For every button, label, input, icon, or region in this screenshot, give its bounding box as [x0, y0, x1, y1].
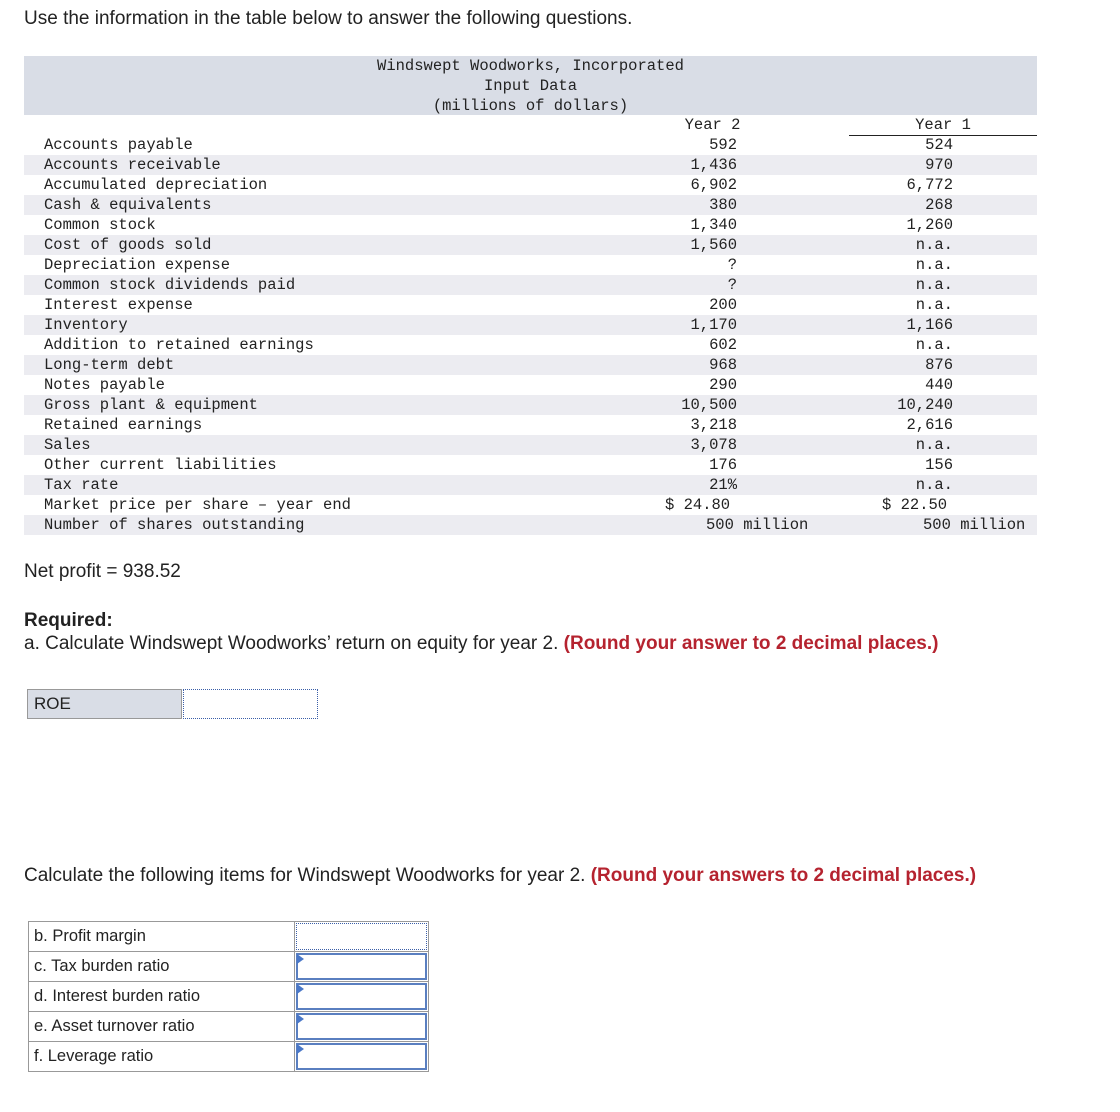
table-row	[24, 255, 1037, 275]
input-marker-icon	[297, 1044, 304, 1054]
year2-value: ?	[727, 256, 737, 274]
table-row	[24, 435, 1037, 455]
year1-value: $ 22.50	[882, 496, 948, 514]
profit-margin-label: b. Profit margin	[29, 922, 295, 952]
input-box	[296, 1013, 427, 1040]
row-label: Sales	[44, 436, 91, 454]
input-box	[296, 983, 427, 1010]
row-label: Accounts receivable	[44, 156, 221, 174]
row-label: Accounts payable	[44, 136, 193, 154]
table-row	[24, 355, 1037, 375]
table-row	[24, 455, 1037, 475]
row-label: Inventory	[44, 316, 128, 334]
year2-value: 176	[709, 456, 737, 474]
year1-value: 876	[925, 356, 953, 374]
leverage-ratio-input[interactable]	[295, 1042, 429, 1072]
row-label: Cost of goods sold	[44, 236, 212, 254]
table-row	[24, 215, 1037, 235]
row-label: Number of shares outstanding	[44, 516, 305, 534]
calculate-rounding-note: (Round your answers to 2 decimal places.)	[590, 865, 977, 886]
year1-value: 10,240	[897, 396, 953, 414]
year2-value: 3,078	[690, 436, 737, 454]
row-label: Depreciation expense	[44, 256, 231, 274]
year1-value: n.a.	[915, 336, 953, 354]
year2-value: 592	[709, 136, 737, 154]
year2-value: 10,500	[681, 396, 737, 414]
year2-value: ?	[727, 276, 737, 294]
table-row	[24, 395, 1037, 415]
input-marker-icon	[297, 954, 304, 964]
table-header-band	[24, 56, 1037, 115]
row-label: Cash & equivalents	[44, 196, 212, 214]
year2-value: 3,218	[690, 416, 737, 434]
instructions-text: Use the information in the table below to answer the following questions.	[24, 8, 633, 29]
year2-value: 500 million	[706, 516, 809, 534]
year2-value: 1,560	[690, 236, 737, 254]
year2-header: Year 2	[684, 116, 741, 134]
input-box	[296, 923, 427, 950]
ratio-row	[29, 1042, 429, 1072]
roe-input[interactable]	[183, 689, 318, 719]
year1-value: n.a.	[915, 436, 953, 454]
input-box	[296, 953, 427, 980]
year2-value: 200	[709, 296, 737, 314]
year1-value: n.a.	[915, 476, 953, 494]
tax-burden-ratio-label: c. Tax burden ratio	[29, 952, 295, 982]
row-label: Other current liabilities	[44, 456, 277, 474]
year2-value: 1,436	[690, 156, 737, 174]
calculate-text: Calculate the following items for Windswept Woodworks for year 2.	[24, 865, 586, 886]
year1-value: 268	[925, 196, 953, 214]
table-row	[24, 335, 1037, 355]
year1-value: n.a.	[915, 236, 953, 254]
asset-turnover-ratio-label: e. Asset turnover ratio	[29, 1012, 295, 1042]
input-box	[296, 1043, 427, 1070]
row-label: Retained earnings	[44, 416, 203, 434]
row-label: Common stock	[44, 216, 156, 234]
year1-value: 156	[925, 456, 953, 474]
year1-value: 1,260	[906, 216, 953, 234]
leverage-ratio-label: f. Leverage ratio	[29, 1042, 295, 1072]
row-label: Market price per share – year end	[44, 496, 351, 514]
calculate-instructions	[24, 865, 976, 887]
row-label: Common stock dividends paid	[44, 276, 296, 294]
year1-header: Year 1	[849, 115, 1037, 136]
table-row	[24, 375, 1037, 395]
roe-label: ROE	[27, 689, 182, 719]
year1-value: 524	[925, 136, 953, 154]
year1-value: n.a.	[915, 296, 953, 314]
year1-value: n.a.	[915, 256, 953, 274]
table-row	[24, 155, 1037, 175]
ratio-row	[29, 952, 429, 982]
table-title-subtitle: Input Data	[483, 77, 577, 95]
table-body	[24, 135, 1037, 535]
input-marker-icon	[297, 984, 304, 994]
year2-value: 1,340	[690, 216, 737, 234]
year2-value: 290	[709, 376, 737, 394]
ratio-row	[29, 1012, 429, 1042]
year1-value: 500 million	[923, 516, 1026, 534]
year1-value: 440	[925, 376, 953, 394]
year2-value: 1,170	[690, 316, 737, 334]
interest-burden-ratio-input[interactable]	[295, 982, 429, 1012]
question-a	[24, 633, 938, 655]
question-a-rounding-note: (Round your answer to 2 decimal places.)	[563, 633, 939, 654]
tax-burden-ratio-input[interactable]	[295, 952, 429, 982]
required-heading: Required:	[24, 610, 113, 631]
ratio-answer-table	[28, 921, 429, 1072]
table-row	[24, 235, 1037, 255]
table-title-units: (millions of dollars)	[432, 97, 629, 115]
question-a-text: a. Calculate Windswept Woodworks’ return on equity for year 2.	[24, 633, 559, 654]
year2-value: 380	[709, 196, 737, 214]
row-label: Notes payable	[44, 376, 165, 394]
year-header-row	[24, 115, 1037, 135]
year1-value: 970	[925, 156, 953, 174]
table-row	[24, 175, 1037, 195]
year1-value: 6,772	[906, 176, 953, 194]
row-label: Addition to retained earnings	[44, 336, 314, 354]
year2-value: $ 24.80	[665, 496, 731, 514]
asset-turnover-ratio-input[interactable]	[295, 1012, 429, 1042]
row-label: Interest expense	[44, 296, 193, 314]
ratio-row	[29, 982, 429, 1012]
row-label: Gross plant & equipment	[44, 396, 258, 414]
table-row	[24, 515, 1037, 535]
table-row	[24, 475, 1037, 495]
table-row	[24, 415, 1037, 435]
year1-value: 1,166	[906, 316, 953, 334]
year2-value: 6,902	[690, 176, 737, 194]
ratio-row	[29, 922, 429, 952]
year2-value: 968	[709, 356, 737, 374]
row-label: Tax rate	[44, 476, 119, 494]
table-row	[24, 295, 1037, 315]
interest-burden-ratio-label: d. Interest burden ratio	[29, 982, 295, 1012]
year2-value: 21%	[709, 476, 737, 494]
table-row	[24, 275, 1037, 295]
profit-margin-input[interactable]	[295, 922, 429, 952]
row-label: Long-term debt	[44, 356, 175, 374]
net-profit-text: Net profit = 938.52	[24, 561, 181, 582]
year2-value: 602	[709, 336, 737, 354]
table-row	[24, 195, 1037, 215]
year1-value: 2,616	[906, 416, 953, 434]
row-label: Accumulated depreciation	[44, 176, 268, 194]
year1-value: n.a.	[915, 276, 953, 294]
table-title-company: Windswept Woodworks, Incorporated	[377, 57, 684, 75]
input-data-table	[24, 56, 1037, 535]
table-row	[24, 135, 1037, 155]
table-row	[24, 495, 1037, 515]
input-marker-icon	[297, 1014, 304, 1024]
table-row	[24, 315, 1037, 335]
